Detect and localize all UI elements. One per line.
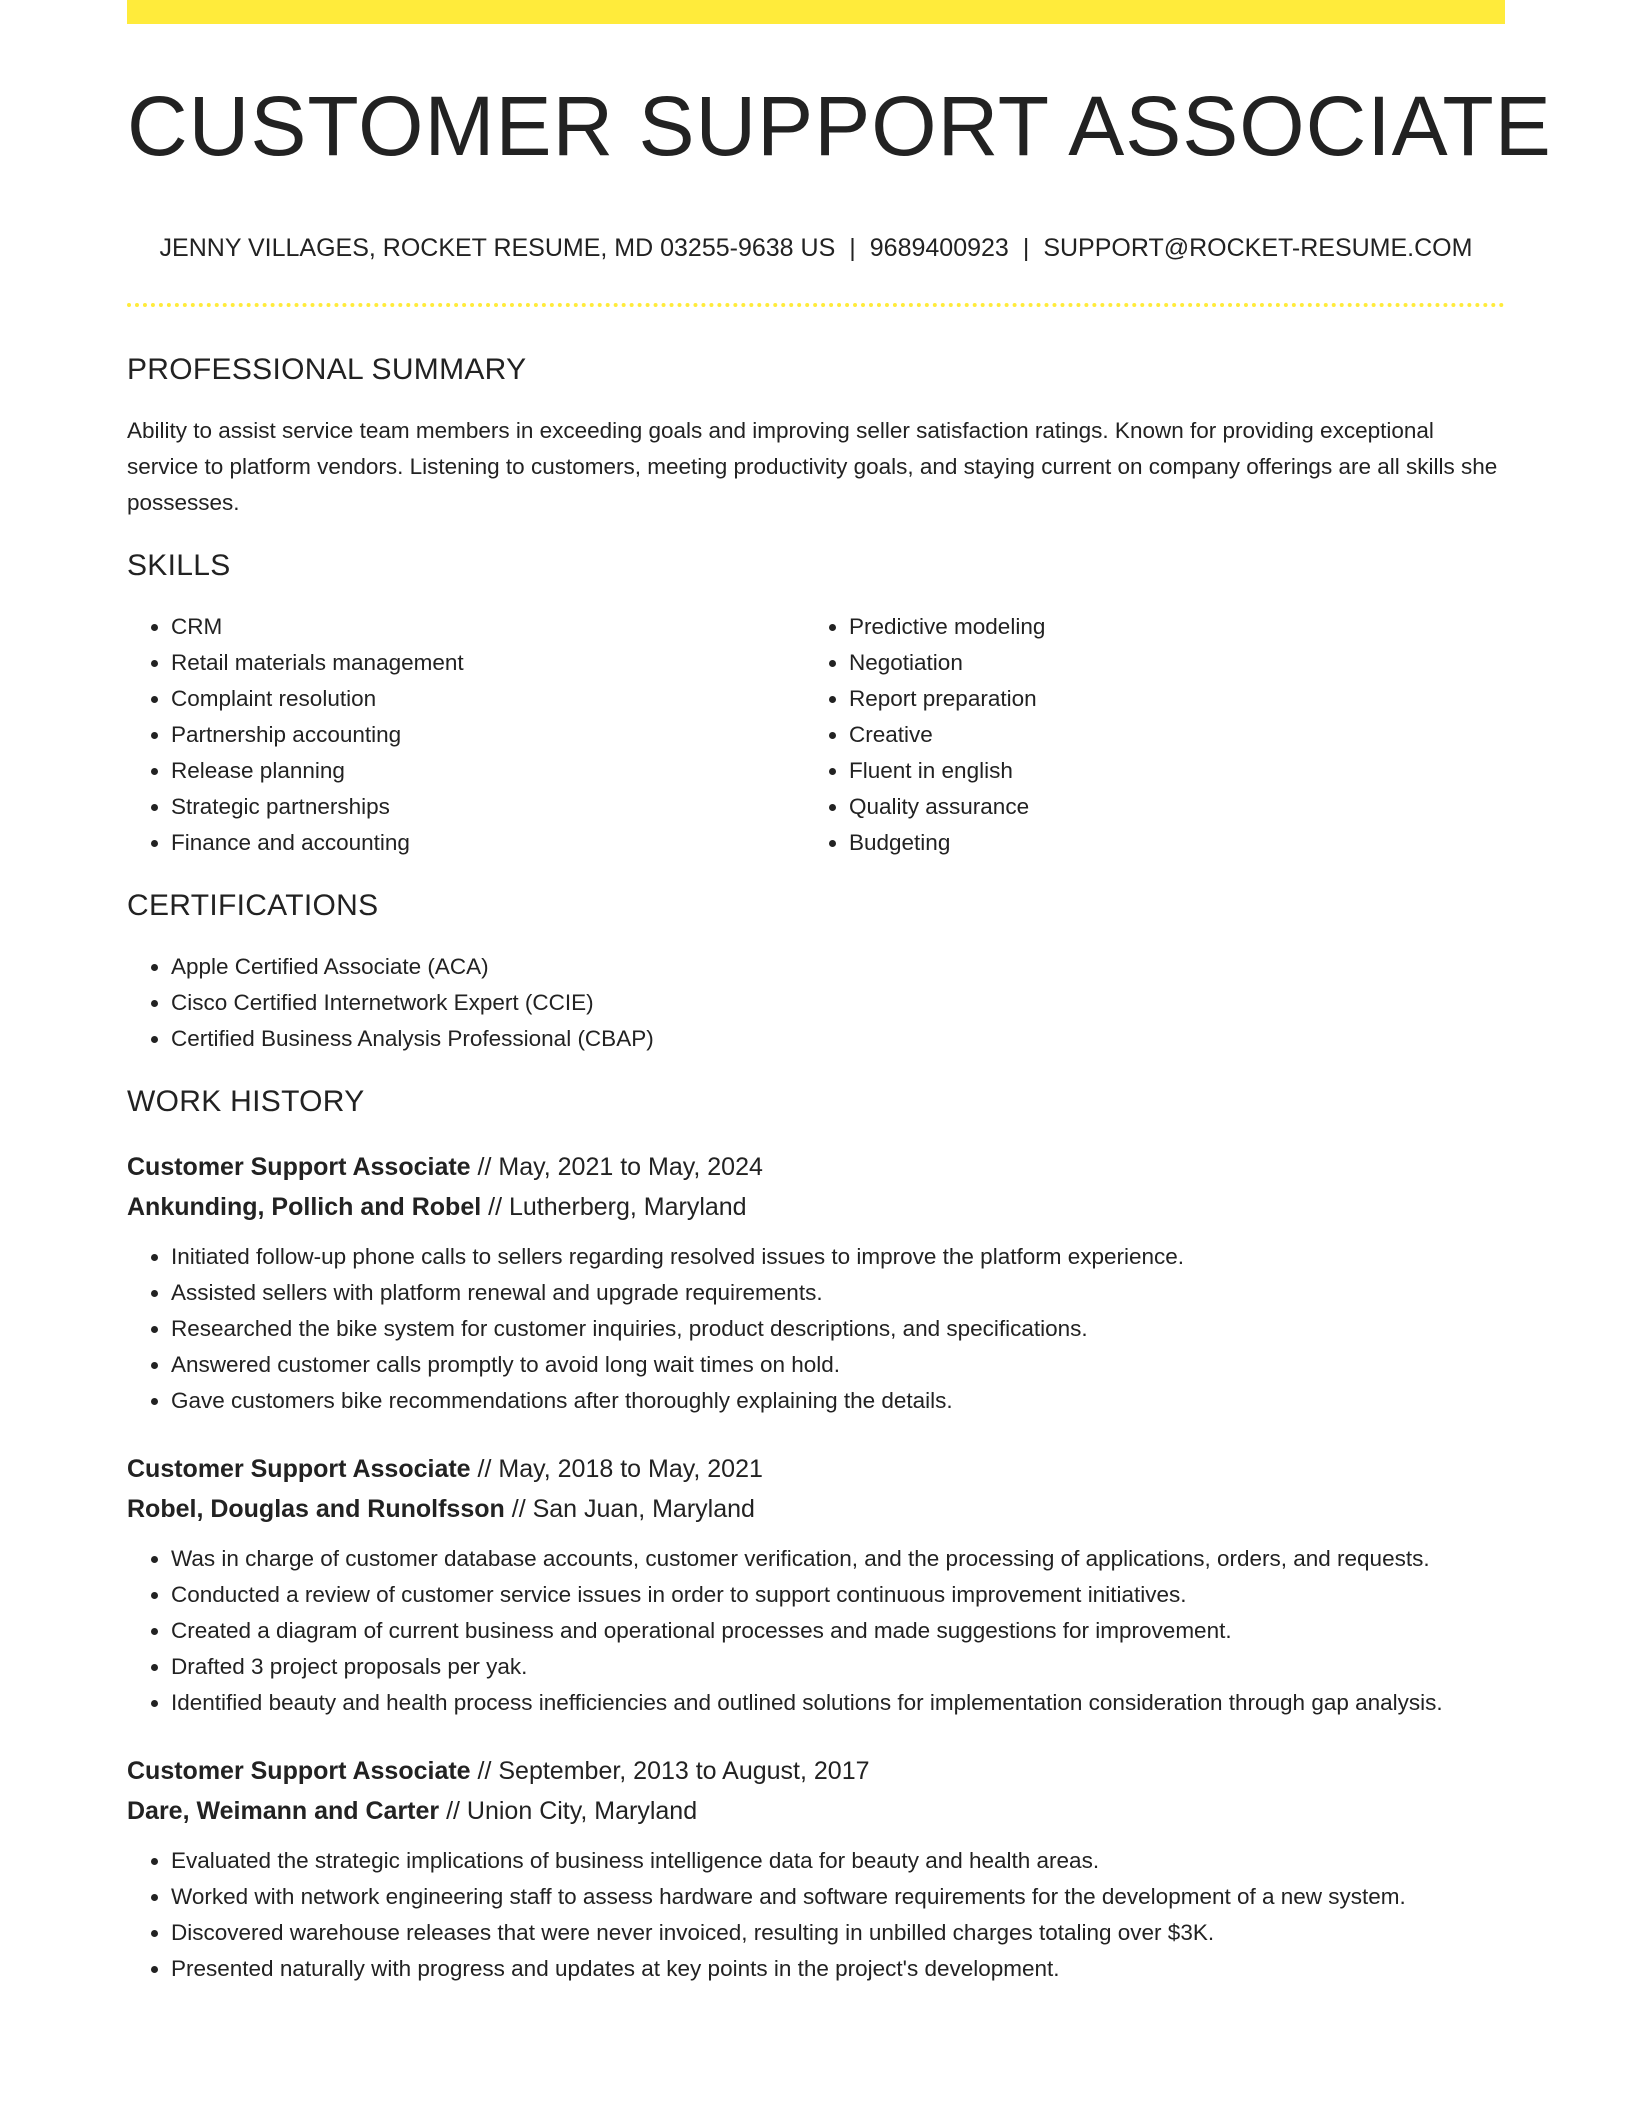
skill-item: • Creative: [849, 717, 1483, 753]
job-entry: [127, 1751, 1505, 1987]
job-company: Dare, Weimann and Carter: [127, 1797, 440, 1825]
job-bullet: • Worked with network engineering staff to assess hardware and software requirements for the development of a new system.: [171, 1879, 1505, 1915]
job-bullet: • Initiated follow-up phone calls to sellers regarding resolved issues to improve the platform experience.: [171, 1239, 1505, 1275]
job-company-line: [127, 1791, 1505, 1831]
skills-columns: [127, 609, 1505, 861]
job-company-line: [127, 1489, 1505, 1529]
job-title-line: [127, 1751, 1505, 1791]
job-bullets: [127, 1541, 1505, 1721]
certification-item: • Cisco Certified Internetwork Expert (CCIE): [171, 985, 1505, 1021]
contact-separator: |: [1022, 234, 1030, 262]
skills-right-list: [805, 609, 1483, 861]
job-bullet: • Answered customer calls promptly to avoid long wait times on hold.: [171, 1347, 1505, 1383]
skill-item: • Budgeting: [849, 825, 1483, 861]
job-bullet: • Evaluated the strategic implications of business intelligence data for beauty and health areas.: [171, 1843, 1505, 1879]
accent-bar: [127, 0, 1505, 24]
job-bullet: • Was in charge of customer database accounts, customer verification, and the processing of applications, orders, and requests.: [171, 1541, 1505, 1577]
job-dates: // May, 2021 to May, 2024: [470, 1153, 763, 1181]
skill-item: • Report preparation: [849, 681, 1483, 717]
skills-heading: SKILLS: [127, 549, 231, 582]
work-history-heading: WORK HISTORY: [127, 1085, 365, 1118]
job-bullet: • Assisted sellers with platform renewal and upgrade requirements.: [171, 1275, 1505, 1311]
job-bullet: • Researched the bike system for customer inquiries, product descriptions, and specifications.: [171, 1311, 1505, 1347]
skill-item: • Finance and accounting: [171, 825, 805, 861]
skill-item: • CRM: [171, 609, 805, 645]
job-bullet: • Presented naturally with progress and updates at key points in the project's development.: [171, 1951, 1505, 1987]
work-history-list: [127, 1147, 1505, 1987]
job-title-line: [127, 1147, 1505, 1187]
job-bullet: • Gave customers bike recommendations after thoroughly explaining the details.: [171, 1383, 1505, 1419]
job-bullet: • Drafted 3 project proposals per yak.: [171, 1649, 1505, 1685]
resume-title: CUSTOMER SUPPORT ASSOCIATE: [127, 79, 1552, 173]
job-location: // San Juan, Maryland: [504, 1495, 755, 1523]
certifications-list: [127, 949, 1505, 1057]
summary-text: Ability to assist service team members in exceeding goals and improving seller satisfaction ratings. Known for providing exceptional service to platform vendors. Listening to customers, meeting productivity goals, and staying current on company offerings are all skills she possesses.: [127, 418, 1498, 515]
skill-item: • Partnership accounting: [171, 717, 805, 753]
job-bullet: • Identified beauty and health process inefficiencies and outlined solutions for implementation consideration through gap analysis.: [171, 1685, 1505, 1721]
job-title: Customer Support Associate: [127, 1153, 471, 1181]
contact-separator: |: [849, 234, 856, 262]
dotted-divider: [127, 303, 1505, 307]
certification-item: • Apple Certified Associate (ACA): [171, 949, 1505, 985]
job-entry: [127, 1449, 1505, 1721]
skill-item: • Predictive modeling: [849, 609, 1483, 645]
skills-left-list: [127, 609, 805, 861]
job-title: Customer Support Associate: [127, 1455, 471, 1483]
job-bullets: [127, 1843, 1505, 1987]
skill-item: • Retail materials management: [171, 645, 805, 681]
job-bullet: • Conducted a review of customer service issues in order to support continuous improvement initiatives.: [171, 1577, 1505, 1613]
skill-item: • Quality assurance: [849, 789, 1483, 825]
certification-item: • Certified Business Analysis Professional (CBAP): [171, 1021, 1505, 1057]
skill-item: • Complaint resolution: [171, 681, 805, 717]
job-location: // Lutherberg, Maryland: [481, 1193, 747, 1221]
contact-phone[interactable]: 9689400923: [869, 234, 1009, 262]
job-title-line: [127, 1449, 1505, 1489]
job-entry: [127, 1147, 1505, 1419]
job-dates: // May, 2018 to May, 2021: [470, 1455, 763, 1483]
job-company: Robel, Douglas and Runolfsson: [127, 1495, 505, 1523]
contact-address: JENNY VILLAGES, ROCKET RESUME, MD 03255-9638 US: [159, 234, 836, 262]
job-bullets: [127, 1239, 1505, 1419]
skill-item: • Release planning: [171, 753, 805, 789]
job-company: Ankunding, Pollich and Robel: [127, 1193, 482, 1221]
skill-item: • Strategic partnerships: [171, 789, 805, 825]
certifications-heading: CERTIFICATIONS: [127, 889, 379, 922]
contact-line: [127, 234, 1505, 263]
contact-email[interactable]: SUPPORT@ROCKET-RESUME.COM: [1043, 234, 1473, 262]
skill-item: • Fluent in english: [849, 753, 1483, 789]
skill-item: • Negotiation: [849, 645, 1483, 681]
summary-heading: PROFESSIONAL SUMMARY: [127, 353, 527, 386]
job-title: Customer Support Associate: [127, 1757, 471, 1785]
job-location: // Union City, Maryland: [439, 1797, 698, 1825]
job-bullet: • Created a diagram of current business and operational processes and made suggestions for improvement.: [171, 1613, 1505, 1649]
job-bullet: • Discovered warehouse releases that were never invoiced, resulting in unbilled charges totaling over $3K.: [171, 1915, 1505, 1951]
job-dates: // September, 2013 to August, 2017: [470, 1757, 870, 1785]
job-company-line: [127, 1187, 1505, 1227]
